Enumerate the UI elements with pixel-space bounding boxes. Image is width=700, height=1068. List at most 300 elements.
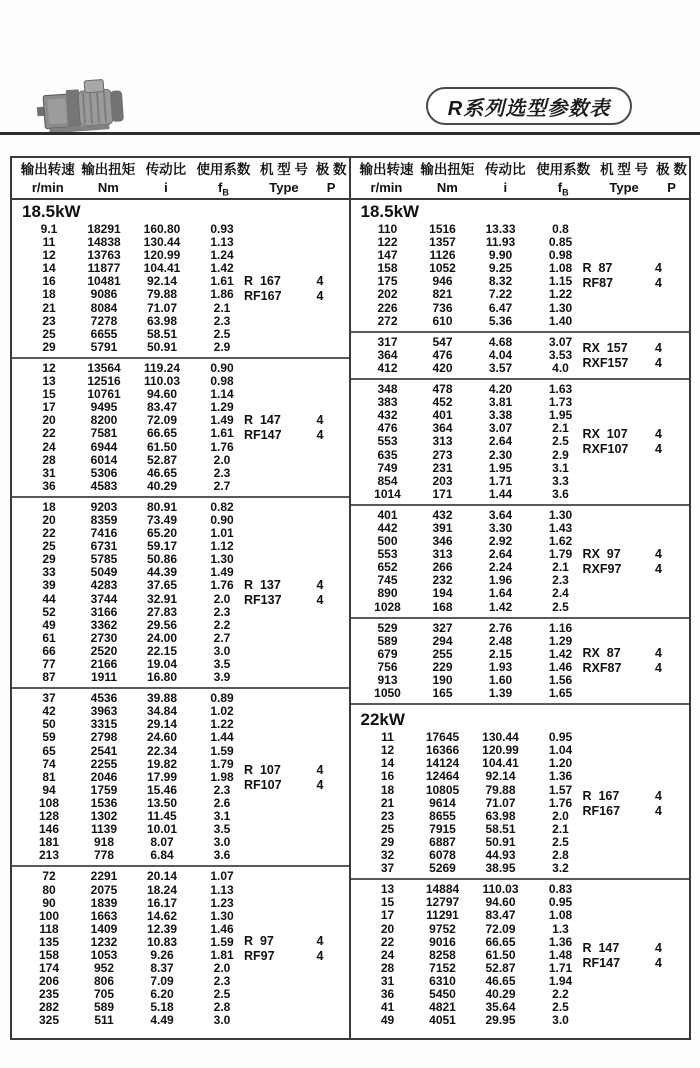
ratio-cell: 79.88 [146, 287, 178, 302]
header-rule [0, 132, 700, 135]
torque-cell: 10805 [425, 782, 460, 797]
column-header-en: $f_B$ [218, 180, 229, 198]
column-header-zh: 使用系数 [196, 162, 251, 177]
type-line [583, 276, 669, 290]
type-line [583, 341, 669, 355]
torque-cell: 190 [432, 673, 453, 687]
speed-cell: 80 [42, 882, 56, 897]
torque-cell: 8258 [429, 947, 456, 962]
service-factor-cell: 1.79 [210, 756, 234, 771]
ratio-cell: 3.64 [488, 507, 513, 522]
torque-cell: 3744 [90, 591, 118, 606]
column-header-zh: 输出转速 [20, 162, 75, 177]
ratio-cell: 22.15 [146, 643, 178, 658]
speed-cell: 66 [42, 643, 56, 658]
speed-cell: 11 [42, 235, 56, 250]
service-factor-cell: 1.95 [548, 408, 573, 423]
service-factor-cell: 3.0 [552, 1013, 569, 1028]
torque-cell: 13763 [87, 248, 121, 263]
speed-cell: 383 [377, 395, 398, 410]
service-factor-cell: 1.13 [210, 882, 234, 897]
ratio-cell: 5.18 [150, 1000, 174, 1015]
table-left-body [12, 200, 349, 1038]
type-labels [244, 692, 330, 862]
ratio-cell: 11.45 [147, 809, 177, 824]
torque-cell: 194 [432, 586, 453, 601]
speed-cell: 36 [42, 478, 56, 493]
service-factor-cell: 1.62 [548, 534, 573, 549]
table-right-body [351, 200, 690, 1038]
pole-label: 4 [655, 275, 662, 290]
torque-cell: 478 [432, 382, 453, 397]
model-block [351, 336, 690, 375]
ratio-cell: 119.24 [143, 360, 181, 375]
pole-label: 4 [316, 934, 324, 949]
speed-cell: 118 [39, 921, 59, 936]
torque-cell: 476 [432, 347, 453, 362]
column-header-en: i [164, 180, 168, 195]
torque-cell: 313 [432, 434, 453, 449]
service-factor-cell: 1.76 [548, 795, 573, 810]
ratio-cell: 94.60 [146, 387, 178, 402]
ratio-cell: 1.64 [488, 586, 513, 601]
torque-cell: 2541 [90, 743, 118, 758]
ratio-cell: 29.95 [485, 1013, 516, 1028]
ratio-cell: 9.26 [150, 947, 174, 962]
torque-cell: 1759 [90, 782, 118, 797]
ratio-cell: 29.14 [146, 717, 178, 732]
model-label: RX 87 [582, 646, 621, 661]
model-block [351, 883, 690, 1027]
speed-cell: 39 [42, 578, 56, 593]
service-factor-cell: 1.94 [548, 973, 573, 988]
torque-cell: 1839 [90, 895, 118, 910]
service-factor-cell: 0.82 [210, 499, 234, 514]
ratio-cell: 160.80 [143, 222, 181, 236]
speed-cell: 213 [38, 848, 60, 863]
model-block [12, 362, 349, 493]
table-right-half [351, 158, 690, 1038]
model-label: RF147 [582, 955, 621, 970]
column-header-en: r/min [370, 180, 403, 195]
speed-cell: 28 [42, 452, 56, 467]
service-factor-cell: 1.16 [548, 620, 573, 635]
speed-cell: 432 [377, 408, 398, 423]
torque-cell: 1663 [90, 908, 118, 923]
speed-cell: 589 [377, 633, 398, 648]
speed-cell: 100 [38, 908, 60, 923]
type-line [244, 274, 330, 288]
ratio-cell: 2.30 [488, 447, 513, 462]
service-factor-cell: 1.29 [548, 633, 573, 648]
torque-cell: 10761 [87, 387, 121, 402]
ratio-cell: 2.64 [488, 547, 513, 562]
speed-cell: 14 [42, 261, 56, 276]
service-factor-cell: 3.9 [213, 670, 231, 685]
torque-cell: 6014 [90, 452, 118, 467]
column-header-zh: 输出扭矩 [81, 162, 136, 177]
service-factor-cell: 2.3 [213, 974, 231, 989]
torque-cell: 736 [432, 300, 453, 315]
speed-cell: 1050 [374, 686, 401, 701]
ratio-cell: 7.22 [488, 287, 513, 302]
speed-cell: 122 [377, 235, 398, 250]
torque-cell: 273 [432, 447, 453, 462]
ratio-cell: 63.98 [485, 808, 516, 823]
torque-cell: 294 [432, 633, 453, 648]
ratio-cell: 17.99 [146, 769, 178, 784]
ratio-cell: 4.49 [150, 1013, 174, 1028]
section-label: 18.5kW [360, 202, 420, 221]
ratio-cell: 39.88 [146, 691, 178, 706]
torque-cell: 5791 [90, 339, 118, 354]
torque-cell: 1139 [90, 822, 118, 837]
torque-cell: 4583 [90, 478, 118, 493]
torque-cell: 203 [432, 473, 453, 488]
speed-cell: 412 [377, 360, 398, 375]
ratio-cell: 2.64 [488, 434, 513, 449]
torque-cell: 547 [432, 334, 453, 349]
speed-cell: 401 [377, 507, 398, 522]
block-separator [351, 331, 690, 333]
type-line [583, 261, 669, 275]
model-label: R 167 [582, 788, 620, 803]
torque-cell: 4536 [90, 691, 118, 706]
torque-cell: 918 [93, 835, 115, 850]
pole-label: 4 [316, 427, 324, 442]
speed-cell: 21 [42, 300, 56, 315]
column-header-zh: 传动比 [145, 162, 187, 177]
torque-cell: 2046 [90, 769, 118, 784]
model-label: RXF87 [582, 661, 622, 676]
ratio-cell: 71.07 [485, 795, 516, 810]
model-label: R 167 [244, 273, 281, 288]
model-label: RF167 [582, 803, 621, 818]
model-label: RX 107 [582, 427, 628, 442]
ratio-cell: 79.88 [485, 782, 516, 797]
ratio-cell: 4.20 [488, 382, 513, 397]
service-factor-cell: 1.46 [210, 921, 234, 936]
torque-cell: 5306 [90, 465, 118, 480]
parameter-table [10, 156, 691, 1040]
service-factor-cell: 3.1 [213, 809, 231, 824]
ratio-cell: 6.20 [150, 987, 174, 1002]
ratio-cell: 63.98 [146, 313, 178, 328]
service-factor-cell: 1.73 [548, 395, 573, 410]
block-separator [351, 617, 690, 619]
speed-cell: 913 [377, 673, 398, 687]
service-factor-cell: 1.22 [548, 287, 573, 302]
speed-cell: 15 [42, 387, 56, 402]
ratio-cell: 24.60 [146, 730, 178, 745]
column-header-en: P [667, 180, 676, 195]
speed-cell: 29 [42, 339, 56, 354]
service-factor-cell: 1.71 [548, 960, 573, 975]
speed-cell: 65 [42, 743, 56, 758]
speed-cell: 25 [42, 539, 56, 554]
pole-label: 4 [316, 288, 324, 303]
service-factor-cell: 2.1 [552, 560, 569, 575]
torque-cell: 346 [432, 534, 453, 549]
service-factor-cell: 1.61 [210, 274, 234, 289]
type-labels [583, 883, 669, 1027]
service-factor-cell: 0.95 [548, 730, 573, 745]
torque-cell: 266 [432, 560, 453, 575]
service-factor-cell: 2.7 [213, 630, 231, 645]
type-line [244, 578, 330, 592]
ratio-cell: 40.29 [146, 478, 178, 493]
torque-cell: 2520 [90, 643, 118, 658]
block-separator [351, 703, 690, 705]
torque-cell: 7581 [90, 426, 118, 441]
torque-cell: 952 [93, 961, 115, 976]
torque-cell: 946 [432, 274, 453, 289]
speed-cell: 325 [38, 1013, 60, 1028]
service-factor-cell: 2.8 [552, 848, 569, 863]
ratio-cell: 29.56 [146, 617, 178, 632]
service-factor-cell: 0.98 [548, 248, 573, 263]
ratio-cell: 7.09 [150, 974, 174, 989]
ratio-cell: 1.60 [488, 673, 513, 687]
ratio-cell: 1.42 [488, 599, 513, 614]
torque-cell: 7915 [429, 821, 456, 836]
type-line [244, 428, 330, 442]
pole-label: 4 [655, 646, 662, 661]
service-factor-cell: 2.5 [552, 434, 569, 449]
ratio-cell: 120.99 [482, 743, 519, 758]
torque-cell: 18291 [87, 222, 121, 236]
service-factor-cell: 2.3 [213, 782, 231, 797]
torque-cell: 8359 [90, 512, 118, 527]
torque-cell: 1536 [90, 795, 118, 810]
speed-cell: 21 [380, 795, 395, 810]
column-header-en: Nm [436, 180, 458, 195]
service-factor-cell: 0.83 [548, 882, 573, 897]
type-line [583, 547, 669, 561]
torque-cell: 1053 [90, 947, 118, 962]
block-separator [12, 687, 349, 689]
torque-cell: 171 [432, 486, 453, 501]
block-separator [12, 496, 349, 498]
service-factor-cell: 1.36 [548, 769, 573, 784]
ratio-cell: 1.96 [488, 573, 513, 588]
type-line [583, 661, 669, 675]
type-line [583, 442, 669, 456]
ratio-cell: 1.95 [488, 460, 513, 475]
speed-cell: 206 [38, 974, 60, 989]
speed-cell: 500 [377, 534, 398, 549]
column-header-en: r/min [31, 180, 64, 195]
service-factor-cell: 1.86 [210, 287, 234, 302]
speed-cell: 22 [42, 526, 56, 541]
column-header-zh: 使用系数 [536, 162, 591, 177]
speed-cell: 31 [42, 465, 56, 480]
torque-cell: 420 [432, 360, 453, 375]
model-block [351, 622, 690, 701]
speed-cell: 18 [380, 782, 395, 797]
service-factor-cell: 1.44 [210, 730, 234, 745]
service-factor-cell: 0.89 [210, 691, 234, 706]
service-factor-cell: 2.9 [213, 339, 231, 354]
ratio-cell: 14.62 [146, 908, 178, 923]
torque-cell: 2075 [90, 882, 118, 897]
service-factor-cell: 1.48 [548, 947, 573, 962]
speed-cell: 745 [377, 573, 398, 588]
service-factor-cell: 1.02 [210, 704, 234, 719]
service-factor-cell: 1.36 [548, 934, 573, 949]
speed-cell: 18 [42, 499, 56, 514]
torque-cell: 391 [432, 520, 453, 535]
ratio-cell: 27.83 [146, 604, 178, 619]
ratio-cell: 110.03 [482, 882, 519, 897]
service-factor-cell: 2.3 [213, 465, 231, 480]
service-factor-cell: 2.1 [552, 821, 569, 836]
model-label: R 97 [244, 934, 274, 949]
speed-cell: 37 [42, 691, 56, 706]
speed-cell: 44 [42, 591, 56, 606]
section-label: 22kW [360, 710, 405, 730]
service-factor-cell: 3.3 [552, 473, 569, 488]
service-factor-cell: 1.14 [210, 387, 234, 402]
service-factor-cell: 3.6 [213, 848, 231, 863]
model-label: RF137 [244, 593, 282, 608]
pole-label: 4 [316, 273, 324, 288]
ratio-cell: 92.14 [146, 274, 178, 289]
model-label: RX 97 [582, 546, 621, 561]
torque-cell: 10481 [87, 274, 121, 289]
ratio-cell: 2.48 [488, 633, 513, 648]
torque-cell: 12464 [425, 769, 460, 784]
torque-cell: 5269 [429, 861, 456, 876]
ratio-cell: 4.68 [488, 334, 513, 349]
speed-cell: 110 [377, 222, 398, 236]
service-factor-cell: 1.49 [210, 413, 234, 428]
type-line [583, 804, 669, 818]
ratio-cell: 3.07 [488, 421, 513, 436]
speed-cell: 14 [380, 756, 395, 771]
torque-cell: 255 [432, 646, 453, 661]
torque-cell: 3362 [90, 617, 118, 632]
speed-cell: 72 [42, 869, 56, 884]
ratio-cell: 13.33 [485, 222, 516, 236]
ratio-cell: 10.83 [146, 934, 178, 949]
ratio-cell: 1.44 [488, 486, 513, 501]
torque-cell: 1232 [90, 934, 118, 949]
ratio-cell: 50.86 [146, 552, 178, 567]
torque-cell: 511 [94, 1013, 114, 1028]
torque-cell: 12516 [87, 374, 121, 389]
ratio-cell: 120.99 [143, 248, 181, 263]
torque-cell: 14884 [425, 882, 460, 897]
ratio-cell: 61.50 [146, 439, 178, 454]
ratio-cell: 1.39 [488, 686, 513, 701]
ratio-cell: 61.50 [485, 947, 516, 962]
torque-cell: 705 [93, 987, 115, 1002]
service-factor-cell: 2.5 [213, 326, 231, 341]
model-label: R 147 [582, 940, 620, 955]
speed-cell: 553 [377, 547, 398, 562]
speed-cell: 679 [377, 646, 398, 661]
ratio-cell: 58.51 [146, 326, 178, 341]
type-line [583, 646, 669, 660]
service-factor-cell: 2.2 [552, 986, 569, 1001]
torque-cell: 9752 [429, 921, 456, 936]
ratio-cell: 38.95 [485, 861, 516, 876]
section-label: 18.5kW [22, 202, 81, 221]
ratio-cell: 2.92 [488, 534, 513, 549]
type-labels [583, 509, 669, 614]
service-factor-cell: 3.1 [552, 460, 569, 475]
torque-cell: 313 [432, 547, 453, 562]
torque-cell: 4283 [90, 578, 118, 593]
service-factor-cell: 1.59 [210, 743, 234, 758]
service-factor-cell: 3.53 [548, 347, 573, 362]
ratio-cell: 9.90 [488, 248, 513, 263]
ratio-cell: 34.84 [146, 704, 178, 719]
ratio-cell: 1.93 [488, 659, 513, 674]
torque-cell: 6655 [90, 326, 118, 341]
service-factor-cell: 1.76 [210, 439, 234, 454]
block-separator [12, 865, 349, 867]
speed-cell: 52 [42, 604, 56, 619]
ratio-cell: 20.14 [146, 869, 178, 884]
service-factor-cell: 1.59 [210, 934, 234, 949]
column-header-en: Nm [97, 180, 119, 195]
model-label: R 147 [244, 412, 281, 427]
ratio-cell: 50.91 [485, 834, 516, 849]
ratio-cell: 80.91 [146, 499, 178, 514]
ratio-cell: 5.36 [488, 313, 513, 328]
model-block [351, 383, 690, 501]
speed-cell: 202 [377, 287, 398, 302]
ratio-cell: 15.46 [146, 782, 178, 797]
ratio-cell: 130.44 [143, 235, 181, 250]
pole-label: 4 [655, 561, 662, 576]
service-factor-cell: 3.0 [213, 1013, 231, 1028]
torque-cell: 3315 [90, 717, 118, 732]
speed-cell: 18 [42, 287, 56, 302]
column-header-en: Type [609, 180, 639, 195]
service-factor-cell: 0.98 [210, 374, 234, 389]
block-separator [12, 357, 349, 359]
service-factor-cell: 0.8 [552, 222, 569, 236]
type-labels [244, 362, 330, 493]
model-label: RF107 [244, 777, 282, 792]
torque-cell: 4821 [429, 1000, 456, 1015]
ratio-cell: 35.64 [485, 1000, 516, 1015]
torque-cell: 7278 [90, 313, 118, 328]
torque-cell: 3166 [90, 604, 118, 619]
torque-cell: 7152 [429, 960, 456, 975]
torque-cell: 11291 [426, 908, 459, 923]
torque-cell: 1126 [429, 248, 456, 263]
pole-label: 4 [655, 940, 662, 955]
torque-cell: 2730 [90, 630, 118, 645]
ratio-cell: 2.76 [488, 620, 513, 635]
torque-cell: 1911 [90, 670, 118, 685]
column-header-en: Type [269, 180, 299, 195]
service-factor-cell: 1.23 [210, 895, 234, 910]
speed-cell: 158 [377, 261, 398, 276]
service-factor-cell: 2.7 [213, 478, 231, 493]
type-line [583, 956, 669, 970]
service-factor-cell: 1.29 [210, 400, 234, 415]
service-factor-cell: 1.13 [210, 235, 234, 250]
speed-cell: 181 [38, 835, 60, 850]
torque-cell: 165 [432, 686, 453, 701]
pole-label: 4 [655, 546, 662, 561]
speed-cell: 1028 [374, 599, 401, 614]
